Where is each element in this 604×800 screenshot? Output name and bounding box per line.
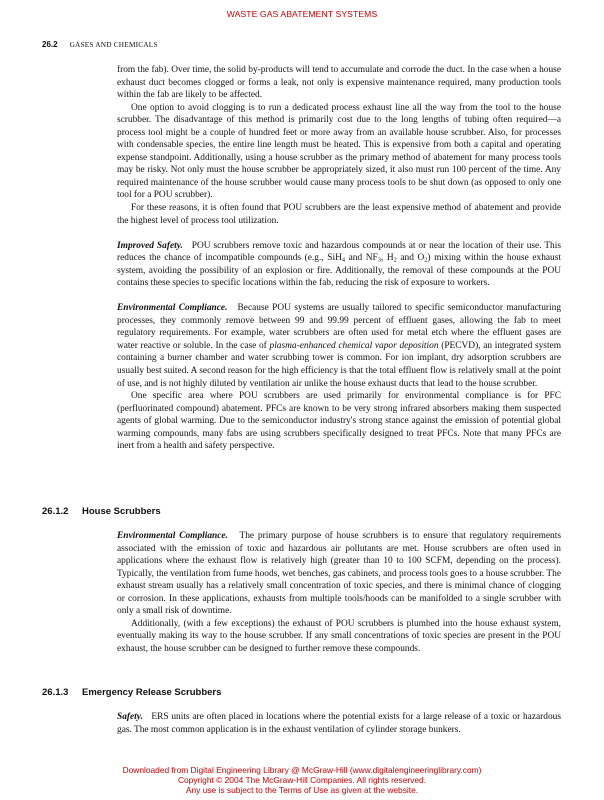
environmental-compliance-label-2: Environmental Compliance. [117, 531, 228, 541]
section-number-2: 26.1.3 [42, 687, 69, 698]
body-text-block-3 [117, 711, 561, 736]
section-heading-title-2: Emergency Release Scrubbers [82, 687, 222, 698]
footer-download-line: Downloaded from Digital Engineering Library @ McGraw-Hill (www.digitalengineeringlibrary.com) [122, 765, 482, 775]
body-text-block-1 [117, 64, 561, 453]
paragraph-reasons: For these reasons, it is often found that POU scrubbers are the least expensive method of abatement and provide the highest level of process tool utilization. [117, 203, 561, 226]
environmental-compliance-label: Environmental Compliance. [117, 303, 228, 314]
footer-copyright-line: Copyright © 2004 The McGraw-Hill Companies. All rights reserved. [177, 775, 427, 785]
paragraph-continuation: from the fab). Over time, the solid by-products will tend to accumulate and corrode the duct. In the case when a house exhaust duct becomes clogged or forms a leak, not only is expensive maintenance required, many production tools within the fab are likely to be affected. [117, 65, 561, 101]
paragraph-additionally: Additionally, (with a few exceptions) the exhaust of POU scrubbers is plumbed into the house exhaust system, eventually making its way to the house scrubber. If any small concentrations of toxic species are present in the POU exhaust, the house scrubber can be designed to further remove these compounds. [117, 618, 561, 654]
section-heading-title: House Scrubbers [82, 506, 161, 517]
section-number: 26.1.2 [42, 506, 69, 517]
paragraph-dedicated-line: One option to avoid clogging is to run a dedicated process exhaust line all the way from the tool to the house scrubber. The disadvantage of this method is primarily cost due to the long lengths of tubing often required—a process tool might be a couple of hundred feet or more away from an available house scrubber. Also, for processes with condensable species, the entire line length must be heated. This is expensive from both a capital and operating expense standpoint. Additionally, using a house scrubber as the primary method of abatement for many process tools may be risky. Not only must the house scrubber be appropriately sized, it also must run 100 percent of the time. Any required maintenance of the house scrubber would cause many process tools to be shut down (as opposed to only one tool for a POU scrubber). [117, 102, 561, 201]
section-title: GASES AND CHEMICALS [69, 40, 158, 49]
paragraph-safety: Safety. ERS units are often placed in locations where the potential exists for a large release of a toxic or hazardous gas. The most common application is in the exhaust ventilation of cylinder storage bunkers. [117, 712, 561, 735]
paragraph-house-environmental-compliance: Environmental Compliance. The primary purpose of house scrubbers is to ensure that regulatory requirements associated with the emission of toxic and hazardous air pollutants are met. House scrubbers are often used in applications where the exhaust flow is relatively high (greater than 10 to 100 SCFM, depending on the process). Typically, the ventilation from fume hoods, wet benches, gas cabinets, and process tools goes to a house scrubber. The exhaust stream usually has a relatively small concentration of toxic species, and there is minimal chance of clogging or corrosion. In these applications, exhausts from multiple tools/hoods can be manifolded to a single scrubber with only a small risk of downtime. [117, 531, 562, 617]
paragraph-improved-safety: Improved Safety. POU scrubbers remove toxic and hazardous compounds at or near the location of their use. This reduces the chance of incompatible compounds (e.g., SiH$_4$ and $NF_3$, $H_2$ and $O_2$) mixing within the house exhaust system, avoiding the possibility of an explosion or fire. Additionally, the removal of these compounds at the POU contains these species to specific locations within the fab, reducing the risk of exposure to workers. [117, 240, 561, 289]
safety-label: Safety. [117, 712, 143, 722]
page-header [42, 40, 158, 49]
body-text-block-2 [117, 530, 561, 655]
section-heading-house-scrubbers [42, 506, 161, 517]
download-footer [0, 765, 604, 795]
footer-terms-line: Any use is subject to the Terms of Use as given at the website. [185, 785, 419, 795]
section-heading-emergency-release [42, 687, 221, 698]
paragraph-environmental-compliance-pou: Environmental Compliance. Because POU systems are usually tailored to specific semiconductor manufacturing processes, they commonly remove between 99 and 99.99 percent of effluent gases, allowing the fab to meet regulatory requirements. For example, water scrubbers are often used for metal etch where the effluent gases are water reactive or soluble. In the case of plasma-enhanced chemical vapor deposition (PECVD), an integrated system containing a burner chamber and water scrubbing tower is common. For ion implant, dry adsorption scrubbers are usually best suited. A second reason for the high efficiency is that the total effluent flow is relatively small at the point of use, and is not highly diluted by ventilation air unlike the house exhaust ducts that lead to the house scrubber. [117, 303, 562, 389]
paragraph-pfc: One specific area where POU scrubbers are used primarily for environmental compliance is for PFC (perfluorinated compound) abatement. PFCs are known to be very strong infrared absorbers making them suspected agents of global warming. Due to the semiconductor industry's strong stance against the emission of potential global warming compounds, many fabs are using scrubbers specifically designed to treat PFCs. Note that many PFCs are inert from a health and safety perspective. [117, 391, 561, 452]
improved-safety-label: Improved Safety. [117, 240, 183, 251]
page-number: 26.2 [42, 40, 58, 49]
running-title: WASTE GAS ABATEMENT SYSTEMS [226, 9, 378, 19]
